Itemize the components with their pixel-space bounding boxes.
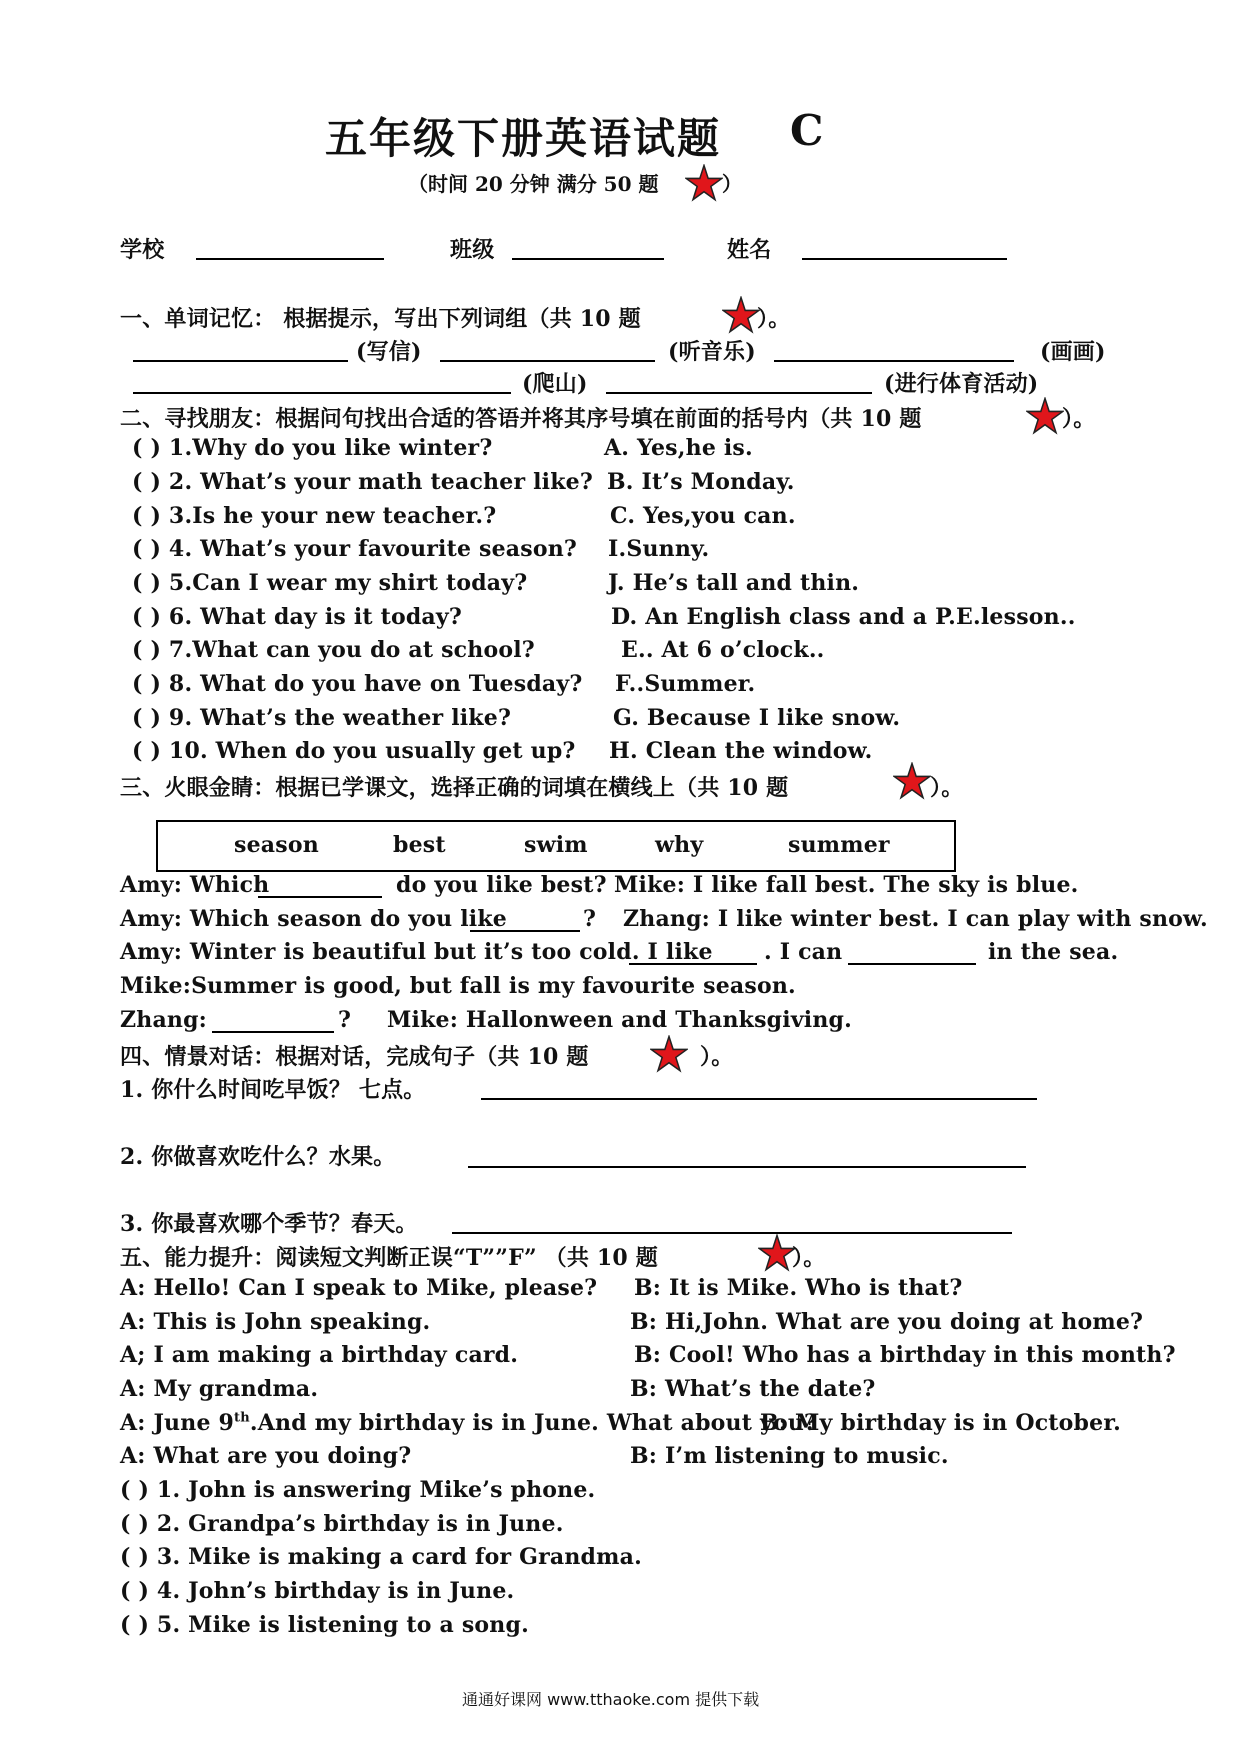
judgement-item: ( ) 2. Grandpa’s birthday is in June.	[120, 1511, 564, 1537]
name-field[interactable]	[802, 258, 1007, 260]
dialogue-text: Mike: I like fall best. The sky is blue.	[614, 872, 1079, 898]
question-item: ( ) 3.Is he your new teacher.?	[132, 503, 497, 529]
school-label: 学校	[120, 237, 165, 263]
dialogue-text: ?	[338, 1007, 352, 1033]
section4-heading-end: ）。	[700, 1044, 734, 1070]
dialogue-text: A: What are you doing?	[120, 1443, 412, 1469]
judgement-item: ( ) 5. Mike is listening to a song.	[120, 1612, 529, 1638]
answer-option: J. He’s tall and thin.	[608, 570, 860, 596]
subtitle: （时间 20 分钟 满分 50 题	[408, 172, 659, 196]
answer-blank[interactable]	[606, 392, 872, 394]
question-item: 2. 你做喜欢吃什么？水果。	[120, 1144, 396, 1170]
answer-option: C. Yes,you can.	[610, 503, 796, 529]
section2-heading-end: ）。	[1062, 406, 1096, 432]
star-icon	[685, 164, 723, 202]
answer-option: B. It’s Monday.	[607, 469, 795, 495]
fill-blank[interactable]	[848, 963, 976, 965]
answer-blank[interactable]	[133, 360, 348, 362]
word-bank-item: swim	[524, 832, 588, 858]
answer-blank[interactable]	[452, 1232, 1012, 1234]
class-field[interactable]	[512, 258, 664, 260]
dialogue-text: B: What’s the date?	[630, 1376, 876, 1402]
answer-option: G. Because I like snow.	[613, 705, 901, 731]
class-label: 班级	[450, 237, 495, 263]
answer-blank[interactable]	[133, 392, 511, 394]
hint-label: (画画)	[1040, 339, 1106, 365]
question-item: ( ) 5.Can I wear my shirt today?	[132, 570, 528, 596]
section1-heading: 一、单词记忆： 根据提示，写出下列词组（共 10 题	[120, 306, 641, 332]
judgement-item: ( ) 4. John’s birthday is in June.	[120, 1578, 515, 1604]
answer-option: E.. At 6 o’clock..	[621, 637, 825, 663]
answer-blank[interactable]	[468, 1166, 1026, 1168]
dialogue-text: do you like best?	[396, 872, 607, 898]
word-bank-item: season	[234, 832, 319, 858]
title-letter: C	[790, 106, 826, 155]
question-item: ( ) 7.What can you do at school?	[132, 637, 535, 663]
fill-blank[interactable]	[470, 930, 580, 932]
dialogue-text: Mike:Summer is good, but fall is my favourite season.	[120, 973, 796, 999]
section3-heading: 三、火眼金睛：根据已学课文，选择正确的词填在横线上（共 10 题	[120, 775, 789, 801]
word-bank-item: best	[393, 832, 446, 858]
question-item: 3. 你最喜欢哪个季节？春天。	[120, 1211, 418, 1237]
section4-heading: 四、情景对话：根据对话，完成句子（共 10 题	[120, 1044, 589, 1070]
dialogue-text: Amy: Which season do you like	[120, 906, 507, 932]
answer-option: I.Sunny.	[608, 536, 710, 562]
dialogue-text: A: My grandma.	[120, 1376, 319, 1402]
star-icon	[722, 296, 760, 334]
dialogue-text: . I can	[764, 939, 843, 965]
answer-option: F..Summer.	[615, 671, 756, 697]
answer-blank[interactable]	[774, 360, 1014, 362]
dialogue-text: B: I’m listening to music.	[630, 1443, 949, 1469]
fill-blank[interactable]	[212, 1031, 334, 1033]
section2-heading: 二、寻找朋友：根据问句找出合适的答语并将其序号填在前面的括号内（共 10 题	[120, 406, 922, 432]
section5-heading-end: ）。	[792, 1245, 826, 1271]
dialogue-text: B: My birthday is in October.	[760, 1410, 1121, 1436]
dialogue-text: B: It is Mike. Who is that?	[634, 1275, 963, 1301]
hint-label: (进行体育活动)	[884, 371, 1039, 397]
footer-text: 通通好课网 www.tthaoke.com 提供下载	[462, 1690, 760, 1709]
star-icon	[650, 1035, 688, 1073]
dialogue-text: in the sea.	[988, 939, 1119, 965]
dialogue-text: Amy: Which	[120, 872, 270, 898]
question-item: ( ) 9. What’s the weather like?	[132, 705, 512, 731]
star-icon	[1026, 397, 1064, 435]
fill-blank[interactable]	[629, 963, 757, 965]
dialogue-text: Zhang: I like winter best. I can play with snow.	[623, 906, 1208, 932]
question-item: ( ) 1.Why do you like winter?	[132, 435, 493, 461]
hint-label: (听音乐)	[668, 339, 756, 365]
question-item: ( ) 10. When do you usually get up?	[132, 738, 576, 764]
section1-heading-end: ）。	[757, 306, 791, 332]
star-icon	[758, 1234, 796, 1272]
dialogue-text: Mike: Hallonween and Thanksgiving.	[387, 1007, 852, 1033]
fill-blank[interactable]	[258, 896, 382, 898]
dialogue-text: A: Hello! Can I speak to Mike, please?	[120, 1275, 598, 1301]
question-item: ( ) 6. What day is it today?	[132, 604, 462, 630]
dialogue-text: Amy: Winter is beautiful but it’s too cold. I like	[120, 939, 713, 965]
word-bank-item: summer	[788, 832, 890, 858]
dialogue-text: Zhang:	[120, 1007, 208, 1033]
dialogue-text: A; I am making a birthday card.	[120, 1342, 519, 1368]
answer-option: H. Clean the window.	[609, 738, 873, 764]
dialogue-text: B: Cool! Who has a birthday in this month?	[634, 1342, 1176, 1368]
dialogue-text: A: June 9th.And my birthday is in June. What about you?	[120, 1410, 818, 1436]
question-item: 1. 你什么时间吃早饭？ 七点。	[120, 1077, 426, 1103]
answer-blank[interactable]	[481, 1098, 1037, 1100]
answer-blank[interactable]	[440, 360, 655, 362]
dialogue-text: B: Hi,John. What are you doing at home?	[630, 1309, 1144, 1335]
answer-option: D. An English class and a P.E.lesson..	[611, 604, 1076, 630]
dialogue-text: ?	[583, 906, 597, 932]
name-label: 姓名	[727, 237, 772, 263]
section3-heading-end: ）。	[930, 775, 964, 801]
hint-label: (爬山)	[522, 371, 588, 397]
star-icon	[893, 762, 931, 800]
judgement-item: ( ) 3. Mike is making a card for Grandma.	[120, 1544, 642, 1570]
subtitle-close: ）	[722, 172, 742, 196]
page-title: 五年级下册英语试题	[325, 114, 722, 163]
hint-label: (写信)	[356, 339, 422, 365]
question-item: ( ) 2. What’s your math teacher like?	[132, 469, 593, 495]
answer-option: A. Yes,he is.	[604, 435, 753, 461]
section5-heading: 五、能力提升：阅读短文判断正误“T””F” （共 10 题	[120, 1245, 659, 1271]
question-item: ( ) 8. What do you have on Tuesday?	[132, 671, 583, 697]
question-item: ( ) 4. What’s your favourite season?	[132, 536, 578, 562]
word-bank-item: why	[655, 832, 704, 858]
judgement-item: ( ) 1. John is answering Mike’s phone.	[120, 1477, 596, 1503]
school-field[interactable]	[196, 258, 384, 260]
dialogue-text: A: This is John speaking.	[120, 1309, 431, 1335]
